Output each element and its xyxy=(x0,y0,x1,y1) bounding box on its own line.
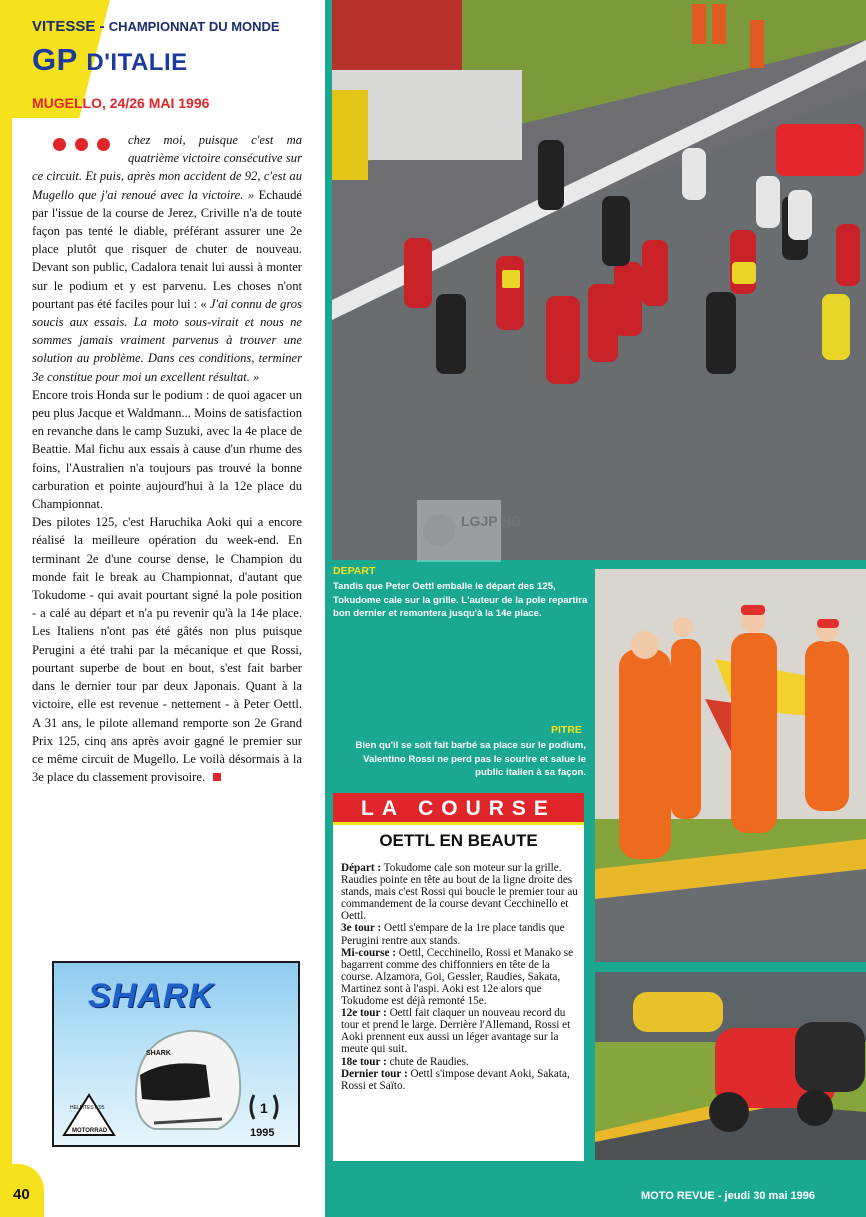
course-entry: 3e tour : Oettl s'empare de la 1re place tandis que Perugini rentre aux stands. xyxy=(341,922,565,947)
page-number: 40 xyxy=(13,1186,30,1203)
course-entry: Mi-course : Oettl, Cecchinello, Rossi et Manako se bagarrent comme des chiffonniers en tête de la course. Alzamora, Goi, Gessler, Raudies, Sakata, Martinez sont à l'aspi. Aoki est 12e alors que Tokudome est déjà remonté 15e. xyxy=(341,946,574,1008)
event-date: MUGELLO, 24/26 MAI 1996 xyxy=(32,95,210,111)
paragraph-text: Des pilotes 125, c'est Haruchika Aoki qui a encore réalisé la meilleure opération du week-end. En terminant 2e d'une course dense, le Champion du monde fait le break au Championnat, d'autant que Tokudome - qui avait pourtant signé la pole position - a calé au départ et n'a pu revenir qu'à la 14e place. Les Italiens n'ont pas été gâtés non plus puisque Perugini a été trahi par la mécanique et que Rossi, pourtant superbe de bout en bout, s'est fait barber dans le dernier tour par deux Japonais. Quant à la victoire, elle est revenue - nettement - à Peter Oettl. A 31 ans, le pilote allemand remporte son 2e Grand Prix 125, cinq ans après avoir gagné le premier sur ce même circuit de Mugello. Le voilà désormais à la 3e place du classement provisoire. xyxy=(32,515,302,785)
award-laurel-icon xyxy=(246,1091,282,1125)
course-entry: 12e tour : Oettl fait claquer un nouveau record du tour et prend le large. Derrière l'Allemand, Rossi et Aoki prennent eux aussi un léger avantage sur la meute qui suit. xyxy=(341,1007,571,1056)
course-subtitle: OETTL EN BEAUTE xyxy=(379,831,538,850)
svg-text:MOTORRAD: MOTORRAD xyxy=(72,1128,108,1134)
end-of-article-icon xyxy=(213,773,221,781)
race-start-photo xyxy=(332,0,866,560)
course-summary xyxy=(341,862,579,1092)
caption-title-pitre: PITRE xyxy=(551,724,582,736)
helmet-icon xyxy=(126,1019,246,1137)
bullet-dots-icon xyxy=(53,138,123,158)
shark-helmet-ad xyxy=(52,961,300,1147)
watermark-logo xyxy=(417,500,522,562)
rossi-podium-photo xyxy=(595,569,866,962)
paragraph-text: Echaudé par l'issue de la course de Jerez, Criville n'a de toute façon pas tenté le diable, préférant assurer une 2e place plutôt que risquer de chuter de nouveau. Devant son public, Cadalora tenait lui aussi à monter sur le podium et y est parvenu. Les choses n'ont pourtant pas été faciles pour lui : « xyxy=(32,187,302,311)
helmtest-logo-icon xyxy=(60,1091,118,1139)
la-course-box xyxy=(333,793,584,1161)
course-entry: Départ : Tokudome cale son moteur sur la grille. Raudies pointe en tête au bout de la ligne droite des stands, mais c'est Rossi qui boucle le premier tour au commandement de la course devant Cecchinello et Oettl. xyxy=(341,862,578,923)
caption-depart: Tandis que Peter Oettl emballe le départ des 125, Tokudome cale sur la grille. L'auteur de la pole repartira bon dernier et remontera jusqu'à la 14e place. xyxy=(333,581,588,620)
course-entry: Dernier tour : Oettl s'impose devant Aoki, Sakata, Rossi et Saïto. xyxy=(341,1067,570,1092)
course-banner-title: LA COURSE xyxy=(361,797,556,820)
page-title xyxy=(32,42,188,78)
caption-title-depart: DEPART xyxy=(333,565,376,577)
section-heading xyxy=(32,18,280,35)
section-label: VITESSE - xyxy=(32,18,109,35)
ad-year: 1995 xyxy=(250,1127,275,1139)
race-start-image xyxy=(332,0,866,560)
magazine-footer: MOTO REVUE - jeudi 30 mai 1996 xyxy=(641,1190,816,1202)
title-country: D'ITALIE xyxy=(86,49,188,76)
course-banner xyxy=(333,793,584,825)
ad-brand: SHARK xyxy=(88,977,214,1015)
marshals-image xyxy=(595,569,866,962)
quote-intro: chez moi, puisque c'est ma quatrième victoire consécutive sur ce circuit. Et puis, après mon accident de 92, c'est au Mugello que j'ai renoué avec la victoire. » xyxy=(32,133,302,202)
title-gp: GP xyxy=(32,42,78,77)
article-paragraph-3 xyxy=(32,513,302,786)
race-action-photo xyxy=(595,972,866,1160)
course-entry: 18e tour : chute de Raudies. xyxy=(341,1055,469,1068)
race-action-image xyxy=(595,972,866,1160)
article-body xyxy=(32,131,302,786)
competition-label: CHAMPIONNAT DU MONDE xyxy=(108,19,280,34)
yellow-margin-band xyxy=(0,0,12,1217)
article-paragraph-2: Encore trois Honda sur le podium : de quoi agacer un peu plus Jacque et Waldmann... Moins de satisfaction en revanche dans le camp Suzuki, avec la 4e place de Beattie. Mal fichu aux essais à cause d'un rhume des foins, l'Australien n'a toujours pas trouvé la bonne carburation et pointe aujourd'hui à la 12e place du Championnat. xyxy=(32,387,302,512)
svg-text:HELMTEST '95: HELMTEST '95 xyxy=(70,1105,105,1111)
caption-pitre: Bien qu'il se soit fait barbé sa place sur le podium, Valentino Rossi ne perd pas le sourire et salue le public italien à sa façon. xyxy=(355,740,586,779)
quote-cadalora: J'ai connu de gros soucis aux essais. La moto sous-virait et nous ne sommes jamais vraiment parvenus à trouver une solution au problème. Dans ces conditions, terminer 3e constitue pour moi un excellent résultat. » xyxy=(32,296,302,384)
svg-text:LGJP HD: LGJP HD xyxy=(461,513,522,529)
svg-text:1: 1 xyxy=(260,1100,268,1116)
article-paragraph-1 xyxy=(32,131,302,386)
svg-text:SHARK: SHARK xyxy=(146,1050,171,1057)
